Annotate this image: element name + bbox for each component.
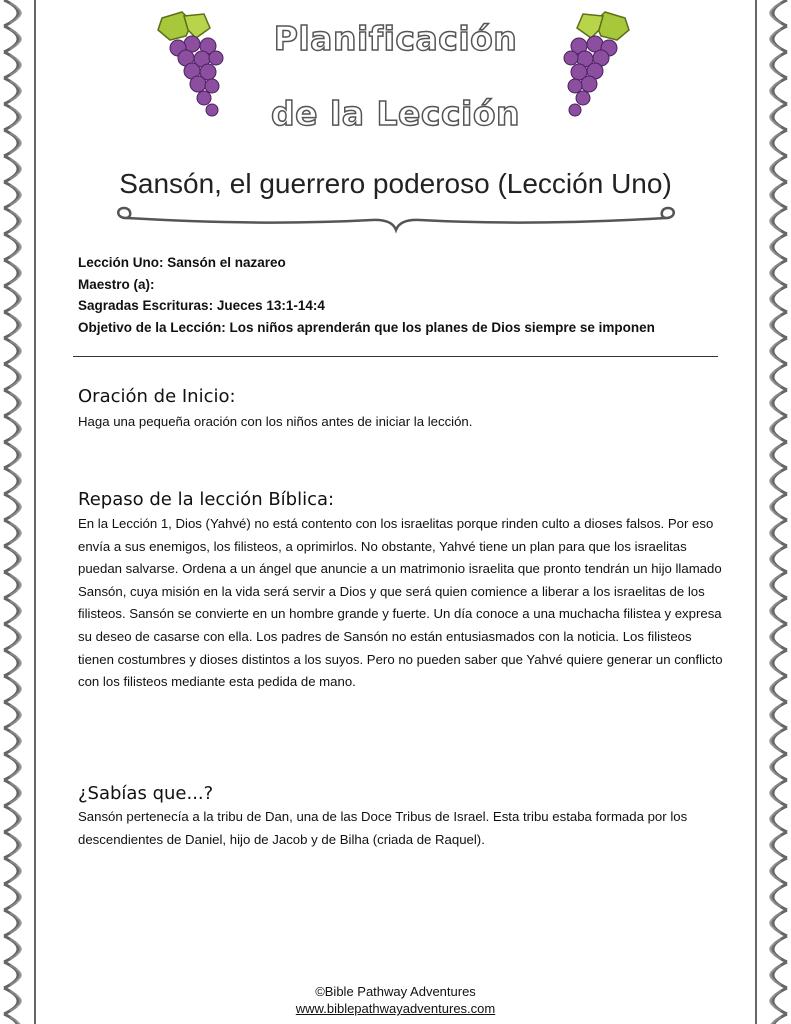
review-text: En la Lección 1, Dios (Yahvé) no está contento con los israelitas porque rinden culto a dioses falsos. Por eso envía a sus enemigos, los filisteos, a oprimirlos. No obstante, Yahvé tiene un plan para que los israelitas puedan salvarse. Ordena a un ángel que anuncie a un matrimonio israelita que pronto tendrán un hijo llamado Sansón, cuya misión en la vida será servir a Dios y que será quien comience a liberar a los israelitas de los filisteos. Sansón se convierte en un hombre grande y fuerte. Un día conoce a una muchacha filistea y expresa su deseo de casarse con ella. Los padres de Sansón no están entusiasmados con la noticia. Los filisteos tienen costumbres y dioses distintos a los suyos. Pero no pueden saber que Yahvé quiere generar un conflicto con los filisteos mediante esta pedida de mano.	[78, 516, 723, 690]
scripture-reference: Sagradas Escrituras: Jueces 13:1-14:4	[78, 298, 325, 313]
footer	[0, 983, 791, 1017]
horizontal-rule	[73, 356, 718, 357]
decorative-border-left	[2, 0, 42, 1024]
swirl-divider	[112, 204, 680, 234]
page-title-line1: Planificación	[273, 19, 518, 58]
opening-prayer-text: Haga una pequeña oración con los niños antes de iniciar la lección.	[78, 414, 473, 429]
lesson-name: Lección Uno: Sansón el nazareo	[78, 255, 286, 270]
review-heading: Repaso de la lección Bíblica:	[78, 489, 335, 510]
did-you-know-heading: ¿Sabías que...?	[78, 783, 214, 804]
opening-prayer-heading: Oración de Inicio:	[78, 386, 236, 407]
footer-url[interactable]: www.biblepathwayadventures.com	[295, 1001, 496, 1016]
lesson-title: Sansón, el guerrero poderoso (Lección Uno)	[119, 168, 672, 199]
did-you-know-text: Sansón pertenecía a la tribu de Dan, una de las Doce Tribus de Israel. Esta tribu estaba formada por los descendientes de Daniel, hijo de Jacob y de Bilha (criada de Raquel).	[78, 809, 688, 847]
decorative-border-right	[749, 0, 789, 1024]
page-title-line2: de la Lección	[270, 94, 521, 133]
lesson-info	[78, 252, 718, 338]
footer-copyright: ©Bible Pathway Adventures	[315, 984, 476, 999]
teacher-label: Maestro (a):	[78, 276, 155, 292]
lesson-objective: Objetivo de la Lección: Los niños aprenderán que los planes de Dios siempre se imponen	[78, 319, 655, 335]
